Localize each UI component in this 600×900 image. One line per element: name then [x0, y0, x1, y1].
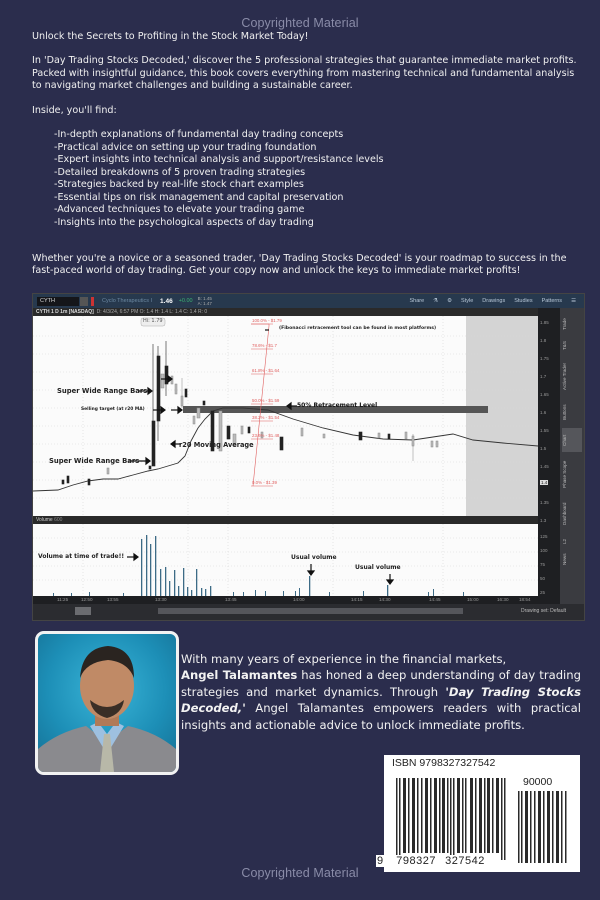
list-item: -Practical advice on setting up your trading foundation — [54, 141, 317, 153]
annotation-usual-volume-2: Usual volume — [355, 564, 401, 571]
chart-subheader: CYTH 1 D 1m [NASDAQ] D: 4/3/24, 6:57 PM O: 1.4 H: 1.4 L: 1.4 C: 1.4 R: 0 — [33, 308, 538, 316]
style-button: Style — [461, 298, 474, 304]
list-item: -Insights into the psychological aspects of day trading — [54, 216, 314, 228]
back-cover-blurb — [32, 31, 580, 278]
studies-button: Studies — [514, 298, 533, 304]
volume-header: Volume 600 — [33, 516, 538, 524]
fib-level: 50.0% - $1.59 — [252, 398, 280, 403]
current-price-tag: 1.4 — [541, 480, 548, 485]
fib-level: 0.0% - $1.39 — [252, 480, 277, 485]
price-pane — [33, 316, 538, 516]
list-item: -Advanced techniques to elevate your trading game — [54, 204, 305, 216]
author-bio: With many years of experience in the financial markets, Angel Talamantes has honed a deep understanding of day trading strategies and market dynamics. Through 'Day Trading Stocks Decoded,' Angel Talamantes empowers readers with practical insights and actionable advice to unlock immediate profits. — [181, 652, 581, 732]
trading-chart-screenshot — [32, 293, 585, 621]
annotation-super-wide-range-top: Super Wide Range Bars — [57, 387, 148, 395]
inside-label: Inside, you'll find: — [32, 104, 117, 116]
scroll-thumb — [158, 608, 463, 614]
isbn-barcode — [377, 755, 580, 872]
fib-level: 100.0% - $1.79 — [252, 318, 282, 323]
volume-pane — [33, 524, 538, 596]
fib-level: 78.6% - $1.7 — [252, 343, 277, 348]
list-item: -In-depth explanations of fundamental day trading concepts — [54, 129, 344, 141]
annotation-volume-at-trade: Volume at time of trade!! — [38, 553, 125, 560]
price-plot — [33, 316, 538, 516]
price-addon: 90000 — [523, 776, 553, 788]
author-photo — [35, 631, 179, 775]
bid-ask: B: 1.45 A: 1.47 — [197, 296, 212, 306]
last-price: 1.46 — [160, 297, 173, 305]
menu-icon: ☰ — [571, 298, 576, 304]
list-item: -Expert insights into technical analysis and support/resistance levels — [54, 154, 384, 166]
list-item: -Essential tips on risk management and capital preservation — [54, 191, 344, 203]
drawing-set-label: Drawing set: Default — [520, 608, 566, 614]
book-title: 'Day Trading Stocks Decoded,' — [181, 684, 581, 716]
side-tabs: Trade T&S Active Trader Buttons Chart Phase Scope Dashboard L2 News — [560, 308, 584, 608]
list-item: -Detailed breakdowns of 5 proven trading strategies — [54, 166, 306, 178]
list-item: -Strategies backed by real-life stock chart examples — [54, 179, 304, 191]
alert-marker-icon — [91, 297, 94, 306]
fib-level: 38.2% - $1.54 — [252, 415, 280, 420]
barcode-digits: 9 798327 327542 — [377, 855, 485, 867]
flask-icon: ⚗ — [433, 298, 439, 304]
annotation-fib-note: (Fibonacci retracement tool can be found in most platforms) — [279, 326, 437, 331]
chart-scrollbar — [33, 604, 584, 620]
annotation-selling-target: Selling target (at r20 MA) — [81, 407, 145, 412]
chart-toolbar — [33, 294, 584, 308]
dropdown-icon — [80, 297, 88, 306]
annotation-retracement-level: 50% Retracement Level — [297, 402, 378, 409]
symbol-field: CYTH — [37, 297, 79, 306]
fib-level: 61.8% - $1.64 — [252, 368, 280, 373]
hi-label: Hi: 1.79 — [143, 318, 163, 324]
company-name: Cyclo Therapeutics I — [102, 298, 153, 304]
headline: Unlock the Secrets to Profiting in the Stock Market Today! — [32, 31, 309, 42]
share-button: Share — [409, 298, 425, 304]
chart-tools — [409, 298, 576, 304]
time-axis: 11:25 12:50 13:55 13:30 13:45 14:00 14:15 14:30 14:45 15:00 16:30 18:54 — [33, 596, 538, 604]
author-name: Angel Talamantes — [181, 668, 298, 683]
scroll-handle — [75, 607, 91, 615]
feature-list — [32, 129, 580, 229]
annotation-super-wide-range-bottom: Super Wide Range Bars — [49, 457, 140, 465]
patterns-button: Patterns — [541, 298, 563, 304]
annotation-moving-average: r20 Moving Average — [179, 441, 254, 449]
copyright-watermark-bottom: Copyrighted Material — [241, 866, 359, 880]
drawings-button: Drawings — [482, 298, 506, 304]
intro-paragraph: In 'Day Trading Stocks Decoded,' discover the 5 professional strategies that guarantee immediate market profits. Packed with insightful guidance, this book covers everything from mastering technical and fundamental analysis to navigating market challenges and building a sustainable career. — [32, 55, 577, 92]
closing-paragraph: Whether you're a novice or a seasoned trader, 'Day Trading Stocks Decoded' is your roadmap to success in the fast-paced world of day trading. Get your copy now and unlock the keys to immediate market profits! — [32, 253, 567, 277]
gear-icon: ⚙ — [447, 298, 453, 304]
price-change: +0.00 — [178, 298, 193, 304]
fib-level: 23.6% - $1.48 — [252, 433, 280, 438]
isbn-label: ISBN 9798327327542 — [392, 757, 496, 769]
copyright-watermark-top: Copyrighted Material — [241, 16, 359, 30]
price-axis: 1.85 1.8 1.75 1.7 1.65 1.6 1.55 1.5 1.45 1.4 1.35 1.3 125 100 75 50 25 — [538, 308, 560, 598]
annotation-usual-volume-1: Usual volume — [291, 554, 337, 561]
